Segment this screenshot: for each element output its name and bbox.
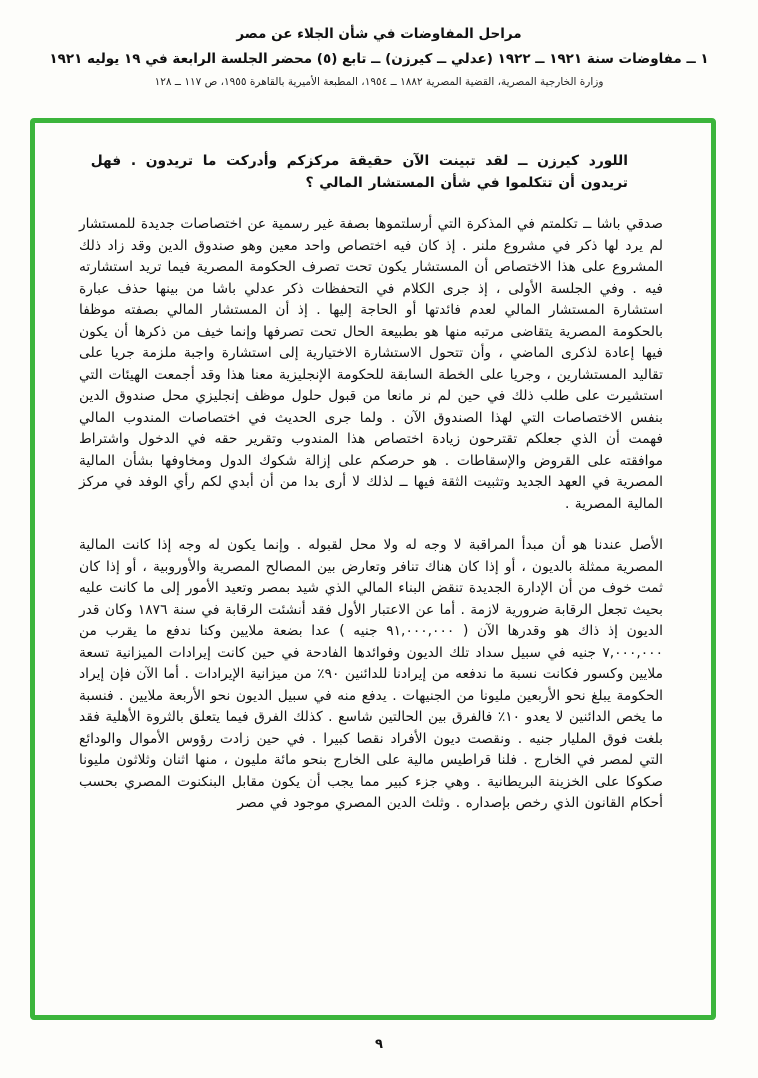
- document-subtitle: ١ ــ مفاوضات سنة ١٩٢١ ــ ١٩٢٢ (عدلي ــ كيرزن) ــ تابع (٥) محضر الجلسة الرابعة في ١٩ يوليه ١٩٢١: [49, 51, 709, 67]
- document-title: مراحل المفاوضات في شأن الجلاء عن مصر: [236, 26, 522, 42]
- page-header: [0, 26, 758, 88]
- paragraph-lord-curzon: اللورد كيرزن ــ لقد تبينت الآن حقيقة مركزكم وأدركت ما تريدون . فهل تريدون أن تتكلموا في شأن المستشار المالي ؟: [90, 153, 628, 191]
- paragraph-financial-principle: الأصل عندنا هو أن مبدأ المراقبة لا وجه له ولا محل لقبوله . وإنما يكون له وجه إذا كانت المالية المصرية ممثلة بالديون ، أو إذا كان هناك تنافر وتعارض بين المصالح المصرية والأوروبية ، أو إذا كان ثمت خوف من أن الإدارة الجديدة تنقض البناء المالي الذي شيد بمصر وتعيد الأمور إلى ما كانت عليه بحيث تجعل الرقابة ضرورية لازمة . أما عن الاعتبار الأول فقد أنشئت الرقابة في سنة ١٨٧٦ وكان قدر الديون إذ ذاك هو وقدرها الآن ( ٩١,٠٠٠,٠٠٠ جنيه ) عدا بضعة ملايين وكنا ندفع ما يقرب من ٧,٠٠٠,٠٠٠ جنيه في سبيل سداد تلك الديون وفوائدها الفادحة في حين كانت إيرادات الميزانية تسعة ملايين وكسور فكانت نسبة ما ندفعه من إيرادنا للدائنين ٩٠٪ من ميزانية الإيرادات . أما الآن فإن إيراد الحكومة يبلغ نحو الأربعين مليونا من الجنيهات . يدفع منه في سبيل الديون نحو الأربعة ملايين . فنسبة ما يخص الدائنين لا يعدو ١٠٪ فالفرق بين الحالتين شاسع . كذلك الفرق فيما يتعلق بالثروة الأهلية فقد بلغت فوق المليار جنيه . ونقصت ديون الأفراد نقصا كبيرا . في حين زادت رؤوس الأموال والودائع التي لمصر في الخارج . فلنا قراطيس مالية على الخارج بنحو مائة مليون ، منها اثنان وثلاثون مليونا صكوكا على الخزينة البريطانية . وهي جزء كبير مما يجب أن يكون مقابل البنكنوت المصري بحسب أحكام القانون الذي رخص بإصداره . وثلث الدين المصري موجود في مصر: [79, 537, 664, 811]
- page-number: ٩: [375, 1037, 383, 1052]
- highlight-border-box: [30, 118, 716, 1020]
- paragraph-sidky-pasha: صدقي باشا ــ تكلمتم في المذكرة التي أرسلتموها بصفة غير رسمية عن اختصاصات جديدة للمستشار لم يرد لها ذكر في مشروع ملنر . إذ كان فيه اختصاص واحد معين وهو صندوق الدين وقد زاد ذلك المشروع على هذا الاختصاص أن المستشار يكون تحت تصرف الحكومة المصرية فيما تريد استشارته فيه . وفي الجلسة الأولى ، إذ جرى الكلام في التحفظات ذكر عدلي باشا من بينها حذف عبارة استشارة المستشار المالي لعدم فائدتها أو الحاجة إليها . إذ أن المستشار المالي بصفته موظفا بالحكومة المصرية يتقاضى مرتبه منها هو بطبيعة الحال تحت تصرفها وإنما خيف من ذكرها أن يكون فيها إعادة لذكرى الماضي ، وأن تتحول الاستشارة الاختيارية إلى استشارة واجبة ملزمة جريا على تقاليد المستشارين ، وجريا على الخطة السابقة للحكومة الإنجليزية معنا هذا وقد أجمعت الهيئات التي استشيرت على طلب ذلك في حين لم نر مانعا من قبول حلول موظف إنجليزي محل صندوق الدين بنفس الاختصاصات التي لهذا الصندوق الآن . ولما جرى الحديث في اختصاصات المندوب المالي فهمت أن الذي جعلكم تقترحون زيادة اختصاص هذا المندوب وتقرير حقه في الدخول واشتراط موافقته على القروض والإسقاطات . هو حرصكم على إزالة شكوك الدول ومخاوفها بشأن المالية المصرية في العهد الجديد وتثبيت الثقة فيها ــ لذلك لا أرى بدا من أن أبدي لكم رأي الوفد في مركز المالية المصرية .: [79, 216, 663, 512]
- source-citation: وزارة الخارجية المصرية، القضية المصرية ١٨٨٢ ــ ١٩٥٤، المطبعة الأميرية بالقاهرة ١٩٥٥، ص ١١٧ ــ ١٢٨: [154, 76, 604, 88]
